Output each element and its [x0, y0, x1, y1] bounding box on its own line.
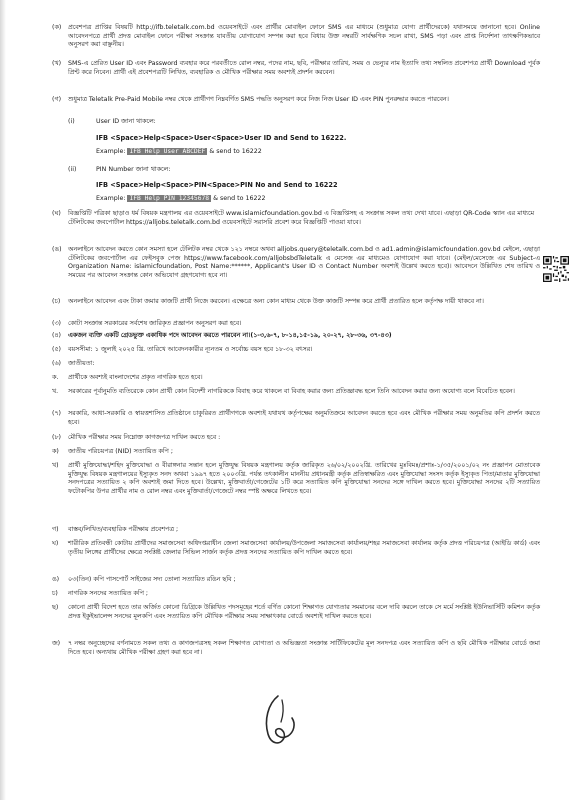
item-text: বয়সসীমা: ১ জুলাই ২০২৫ খ্রি. তারিখে আবেদনকারীর ন্যূনতম ও সর্বোচ্চ বয়স হবে ১৮-৩২ বৎসর। — [68, 346, 313, 353]
item-text: SMS-এ প্রেরিত User ID এবং Password ব্যবহার করে পরবর্তীতে রোল নম্বর, পদের নাম, ছবি, পরীক্ষার তারিখ, সময় ও ভেন্যুর নাম ইত্যাদি তথ্য সম্বলিত প্রবেশপত্র প্রার্থী Download পূর্বক প্রিন্ট করে নিবেন। প্রার্থী এই প্রবেশপত্রটি লিখিত, ব্যবহারিক ও মৌখিক পরীক্ষার সময় অবশ্যই প্রদর্শন করবেন। — [68, 60, 540, 76]
item-marker: (৫) — [52, 346, 61, 353]
item-text: প্রবেশপত্র প্রাপ্তির বিষয়টি http://ifb.teletalk.com.bd ওয়েবসাইটে এবং প্রার্থীর মোবাইল ফোনে SMS এর মাধ্যমে (শুধুমাত্র যোগ্য প্রার্থীদেরকে) যথাসময়ে জানানো হবে। Online আবেদনপত্রে প্রার্থী প্রদত্ত মোবাইল ফোনে পরীক্ষা সংক্রান্ত যাবতীয় যোগাযোগ সম্পন্ন করা হবে বিধায় উক্ত নম্বরটি সার্বক্ষণিক সচল রাখা, SMS পড়া এবং প্রাপ্ত নির্দেশনা তাৎক্ষণিকভাবে অনুসরণ করা বাঞ্ছনীয়। — [68, 24, 540, 49]
item-text: বিজ্ঞপ্তিটি পত্রিকা ছাড়াও ধর্ম বিষয়ক মন্ত্রণালয় এর ওয়েবসাইটে www.islamicfoundation.gov.bd এ বিজ্ঞপ্তিসহ এ সংক্রান্ত সকল তথ্য দেখা যাবে। এছাড়া QR-Code স্ক্যান এর মাধ্যমে টেলিটকের জবপোর্টাল https://alljobs.teletalk.com.bd ওয়েবসাইটে সরাসরি প্রবেশ করে বিজ্ঞপ্তিটি পাওয়া যাবে। — [68, 210, 534, 226]
example-send: & send to 16222 — [213, 195, 266, 202]
item-text: কোটা সংক্রান্ত সরকারের সর্বশেষ জারিকৃত প্রজ্ঞাপন অনুসরণ করা হবে। — [68, 320, 242, 327]
recovery-pin-format: IFB <Space>Help<Space>PIN<Space>PIN No and Send to 16222 — [96, 181, 338, 189]
example-label: Example: — [96, 148, 126, 155]
item-marker: (ঙ) — [52, 246, 62, 253]
item-marker: খ. — [52, 388, 59, 395]
item-text: শারীরিক প্রতিবন্ধী কোটায় প্রার্থীদের সমাজসেবা অধিদপ্তরাধীন জেলা সমাজসেবা কার্যালয়/উপজেলা সমাজসেবা কার্যালয়/শহর সমাজসেবা কার্যালয় কর্তৃক প্রদত্ত পরিচয়পত্র (আইডি কার্ড) এবং তৃতীয় লিঙ্গের প্রার্থীদের ক্ষেত্রে সংশ্লিষ্ট জেলার সিভিল সার্জন কর্তৃক প্রদত্ত সনদের সত্যায়িত কপি দাখিল করতে হবে। — [68, 540, 540, 556]
item-marker: (৬) — [52, 360, 62, 367]
example-label: Example: — [96, 195, 126, 202]
recovery-userid-example — [96, 148, 262, 157]
item-marker: জ) — [52, 640, 61, 647]
item-marker: (ঘ) — [52, 210, 61, 217]
item-marker: ঙ) — [52, 576, 60, 583]
item-text: একজন ব্যক্তি একটি গ্রেডভুক্ত একাধিক পদে আবেদন করতে পারবেন না।(১-৩,৬-৭, ৮-১৪,১৫-১৯, ২০-২৭, ২৮-৩৬, ৩৭-৪৩) — [68, 332, 392, 339]
item-marker: (৩) — [52, 320, 62, 327]
item-marker: ঘ) — [52, 540, 59, 547]
example-sms-highlight: IFB Help User ABCDEF — [129, 148, 206, 155]
item-marker: (চ) — [52, 298, 61, 305]
item-text: বাস্তব/লিখিত/ব্যবহারিক পরীক্ষায় প্রবেশপত্র ; — [68, 526, 179, 533]
recovery-userid-format: IFB <Space>Help<Space>User<Space>User ID and Send to 16222. — [96, 134, 347, 142]
item-text: প্রার্থীকে অবশ্যই বাংলাদেশের প্রকৃত নাগরিক হতে হবে। — [68, 374, 203, 381]
recovery-pin-marker: (ii) — [68, 166, 77, 173]
item-text: জাতীয়তা: — [68, 360, 95, 367]
item-marker: চ) — [52, 590, 58, 597]
item-marker: (গ) — [52, 96, 62, 103]
item-text: নাগরিক সনদের সত্যায়িত কপি ; — [68, 590, 148, 597]
signature — [258, 690, 304, 750]
item-marker: (৪) — [52, 332, 61, 339]
item-text: সরকারের পূর্বানুমতি ব্যতিরেকে কোন প্রার্থী কোন বিদেশী নাগরিককে বিবাহ করে থাকলে বা বিবাহ করার জন্য প্রতিজ্ঞাবদ্ধ হলে তিনি আবেদন করার জন্য অযোগ্য বলে বিবেচিত হবেন। — [68, 388, 515, 395]
example-sms-highlight: IFB Help PIN 12345678 — [129, 195, 210, 202]
item-text: মৌখিক পরীক্ষার সময় নিম্নোক্ত কাগজপত্র দাখিল করতে হবে : — [68, 434, 221, 441]
item-text: ০৩(তিন) কপি পাসপোর্ট সাইজের সদ্য তোলা সত্যায়িত রঙিন ছবি ; — [68, 576, 236, 583]
item-marker: ছ) — [52, 604, 59, 611]
item-marker: (খ) — [52, 60, 62, 67]
item-text: কোনো প্রার্থী বিদেশ হতে তার অর্জিত কোনো ডিগ্রিকে উল্লিখিত পদসমূহের শর্তে বর্ণিত কোনো শিক্ষাগত যোগ্যতার সমমানের বলে দাবি করলে তাকে সে মর্মে সংশ্লিষ্ট ইউনিভার্সিটি কমিশন কর্তৃক প্রদত্ত ইকুইভালেন্স সনদের মূলকপি এবং সত্যায়িত কপি মৌখিক পরীক্ষার সময় সাক্ষাৎকার বোর্ডে অবশ্যই দাখিল করতে হবে। — [68, 604, 540, 620]
item-text: শুধুমাত্র Teletalk Pre-Paid Mobile নম্বর থেকে প্রার্থীগণ নিম্নবর্ণিত SMS পদ্ধতি অনুসরণ করে নিজ নিজ User ID এবং PIN পুনরুদ্ধার করতে পারবেন। — [68, 96, 449, 103]
example-send: & send to 16222 — [209, 148, 262, 155]
item-text: ৭ নম্বর অনুচ্ছেদের বর্ণনামতে সকল তথ্য ও কাগজপত্রসহ সকল শিক্ষাগত যোগ্যতা ও অভিজ্ঞতা সংক্রান্ত সার্টিফিকেটের মূল সনদপত্র এবং সত্যায়িত কপি ও ছবি মৌখিক পরীক্ষার বোর্ডে জমা দিতে হবে। অন্যথায় মৌখিক পরীক্ষা গ্রহণ করা হবে না। — [68, 640, 540, 656]
item-marker: (ক) — [52, 24, 62, 31]
recovery-userid-marker: (i) — [68, 118, 75, 125]
item-text: জাতীয় পরিচয়পত্র (NID) সত্যায়িত কপি ; — [68, 448, 173, 455]
item-marker: খ) — [52, 462, 59, 469]
scan-shadow — [0, 0, 6, 800]
recovery-pin-example — [96, 195, 266, 204]
item-marker: গ) — [52, 526, 59, 533]
item-text: সরকারি, আধা-সরকারি ও স্বায়ত্তশাসিত প্রতিষ্ঠানে চাকুরিরত প্রার্থীগণকে অবশ্যই যথাযথ কর্তৃপক্ষের অনুমতিক্রমে আবেদন করতে হবে এবং মৌখিক পরীক্ষার সময় অনুমতির কপি প্রদর্শন করতে হবে। — [68, 410, 540, 426]
item-marker: (৮) — [52, 434, 61, 441]
item-marker: ক. — [52, 374, 59, 381]
item-text: প্রার্থী মুক্তিযোদ্ধা/শহিদ মুক্তিযোদ্ধা ও বীরাঙ্গনার সন্তান হলে মুক্তিযুদ্ধ বিষয়ক মন্ত্রণালয় কর্তৃক জারিকৃত ২৬/০২/২০০২খ্রি. তারিখের মুঃবিমঃ/প্রশাঃ-১/৩৫/২০০১/০২ নং প্রজ্ঞাপন মোতাবেক মুক্তিযুদ্ধ বিষয়ক মন্ত্রণালয়ের ইস্যুকৃত সনদ অথবা ১৯৯৭ হতে ২০০৩খ্রি. পর্যন্ত তৎকালীন মাননীয় প্রধানমন্ত্রী কর্তৃক প্রতিস্বাক্ষরিত এবং মুক্তিযোদ্ধা সংসদ কর্তৃক ইস্যুকৃত পিতা/মাতার মুক্তিযোদ্ধা সনদপত্রের সত্যায়িত ২ কপি অবশ্যই জমা দিতে হবে। উল্লেখ্য, মুক্তিবার্তা/গেজেটের ১টি করে সত্যায়িত কপি মুক্তিযোদ্ধা সনদের সঙ্গে দাখিল করতে হবে। মুক্তিযোদ্ধা সনদের ২টি সত্যায়িত ফটোকপির উপর প্রার্থীর নাম ও রোল নম্বর এবং মুক্তিবার্তা/গেজেটে নম্বর স্পষ্ট অক্ষরে লিখতে হবে। — [68, 462, 540, 495]
item-marker: ক) — [52, 448, 59, 455]
item-text: অনলাইনে আবেদন করতে কোন সমস্যা হলে টেলিটক নম্বর থেকে ১২১ নম্বরে অথবা alljobs.query@teletalk.com.bd ও ad1.admin@islamicfoundation.gov.bd মেইলে, এছাড়া টেলিটকের জবপোর্টাল এর ফেইসবুক পেজ https://www.facebook.com/alljobsbdTeletalk এ মেসেজ এর মাধ্যমেও যোগাযোগ করা যাবে। (মেইল/মেসেজে এর Subject-এ Organization Name: islamicfoundation, Post Name:******, Applicant's User ID ও Contact Number অবশ্যই উল্লেখ করতে হবে)। আবেদনে উল্লিখিত শেষ তারিখ ও সময়ের পর আবেদন সংক্রান্ত কোন অভিযোগ গ্রহণযোগ্য হবে না। — [68, 246, 540, 279]
qr-code-icon[interactable] — [543, 256, 569, 282]
item-marker: (৭) — [52, 410, 62, 417]
recovery-pin-heading: PIN Number জানা থাকলে: — [96, 166, 171, 173]
item-text: অনলাইনে আবেদন এবং টাকা জমার কাজটি প্রার্থী নিজে করবেন। এক্ষেত্রে অন্য কোন মাধ্যম থেকে উক্ত কাজটি সম্পন্ন করে প্রার্থী প্রতারিত হলে কর্তৃপক্ষ দায়ী থাকবে না। — [68, 298, 484, 305]
recovery-userid-heading: User ID জানা থাকলে: — [96, 118, 156, 125]
